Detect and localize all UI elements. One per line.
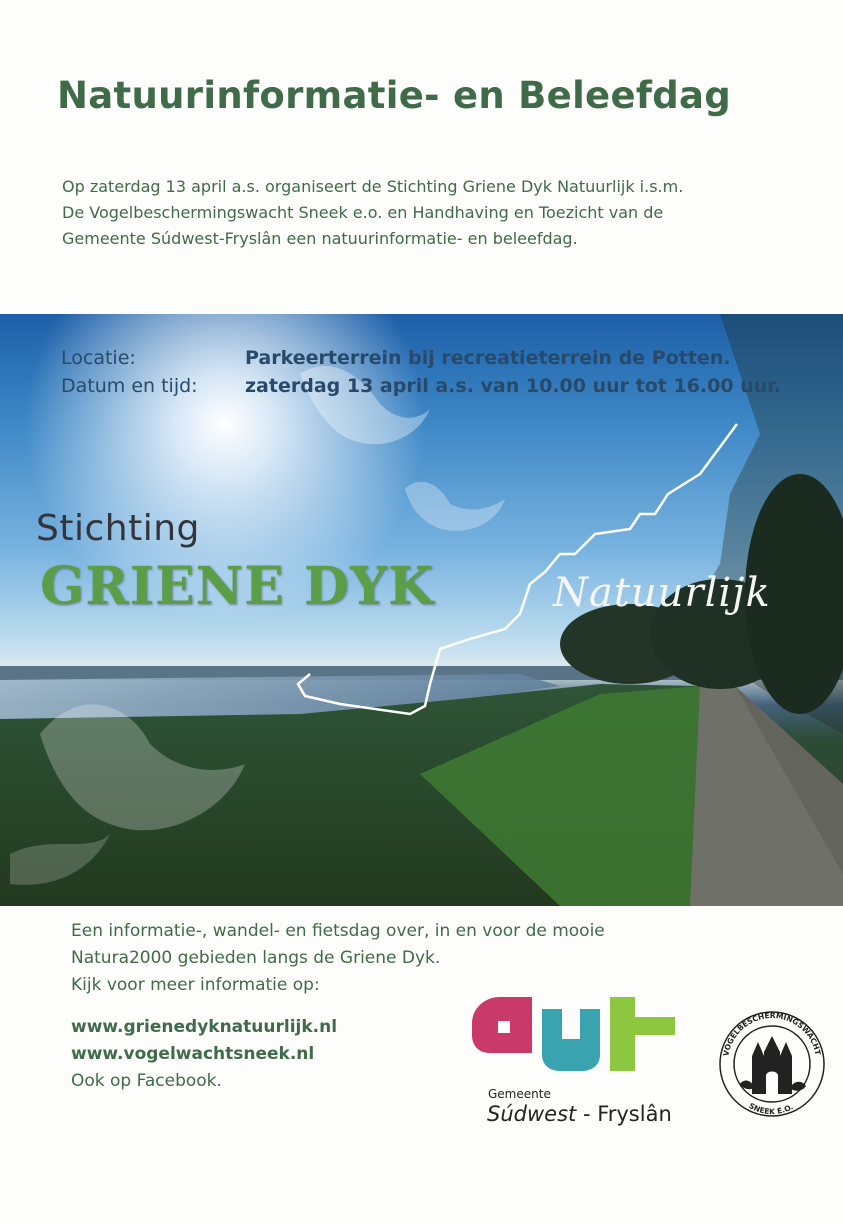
- footer-line: Natura2000 gebieden langs de Griene Dyk.: [71, 948, 441, 968]
- intro-line: Gemeente Súdwest-Fryslân een natuurinformatie- en beleefdag.: [62, 229, 578, 248]
- intro-line: Op zaterdag 13 april a.s. organiseert de Stichting Griene Dyk Natuurlijk i.s.m.: [62, 177, 684, 196]
- vogelwacht-ring-bottom: SNEEK E.O.: [747, 1101, 795, 1117]
- location-value: Parkeerterrein bij recreatieterrein de Potten.: [245, 347, 731, 369]
- vogelbeschermingswacht-logo: [716, 1002, 828, 1128]
- municipality-name-part1: Súdwest: [487, 1102, 577, 1126]
- facebook-note: Ook op Facebook.: [71, 1071, 222, 1091]
- municipality-label: Gemeente: [488, 1087, 551, 1101]
- event-values: [245, 344, 781, 400]
- footer-line: Een informatie-, wandel- en fietsdag over, in en voor de mooie: [71, 921, 605, 941]
- intro-line: De Vogelbeschermingswacht Sneek e.o. en Handhaving en Toezicht van de: [62, 203, 664, 222]
- footer-text: [71, 918, 605, 999]
- location-label: Locatie:: [61, 347, 136, 369]
- datetime-value: zaterdag 13 april a.s. van 10.00 uur tot 16.00 uur.: [245, 375, 782, 397]
- municipality-name-part2: - Fryslân: [582, 1102, 672, 1126]
- logo-stichting-text: Stichting: [36, 508, 200, 549]
- datetime-label: Datum en tijd:: [61, 375, 198, 397]
- footer-line: Kijk voor meer informatie op:: [71, 975, 320, 995]
- website-link-vogelwacht[interactable]: www.vogelwachtsneek.nl: [71, 1044, 315, 1064]
- logo-griene-dyk-text: GRIENE DYK: [40, 556, 435, 617]
- website-link-griene-dyk[interactable]: www.grienedyknatuurlijk.nl: [71, 1017, 338, 1037]
- event-labels: [61, 344, 198, 400]
- municipality-name: [487, 1102, 672, 1126]
- logo-natuurlijk-text: Natuurlijk: [553, 570, 771, 616]
- page-title: Natuurinformatie- en Beleefdag: [57, 74, 732, 117]
- intro-text: [62, 174, 782, 252]
- vogelwacht-ring-top: VOGELBESCHERMINGSWACHT: [721, 1010, 823, 1057]
- links-block: [71, 1014, 337, 1095]
